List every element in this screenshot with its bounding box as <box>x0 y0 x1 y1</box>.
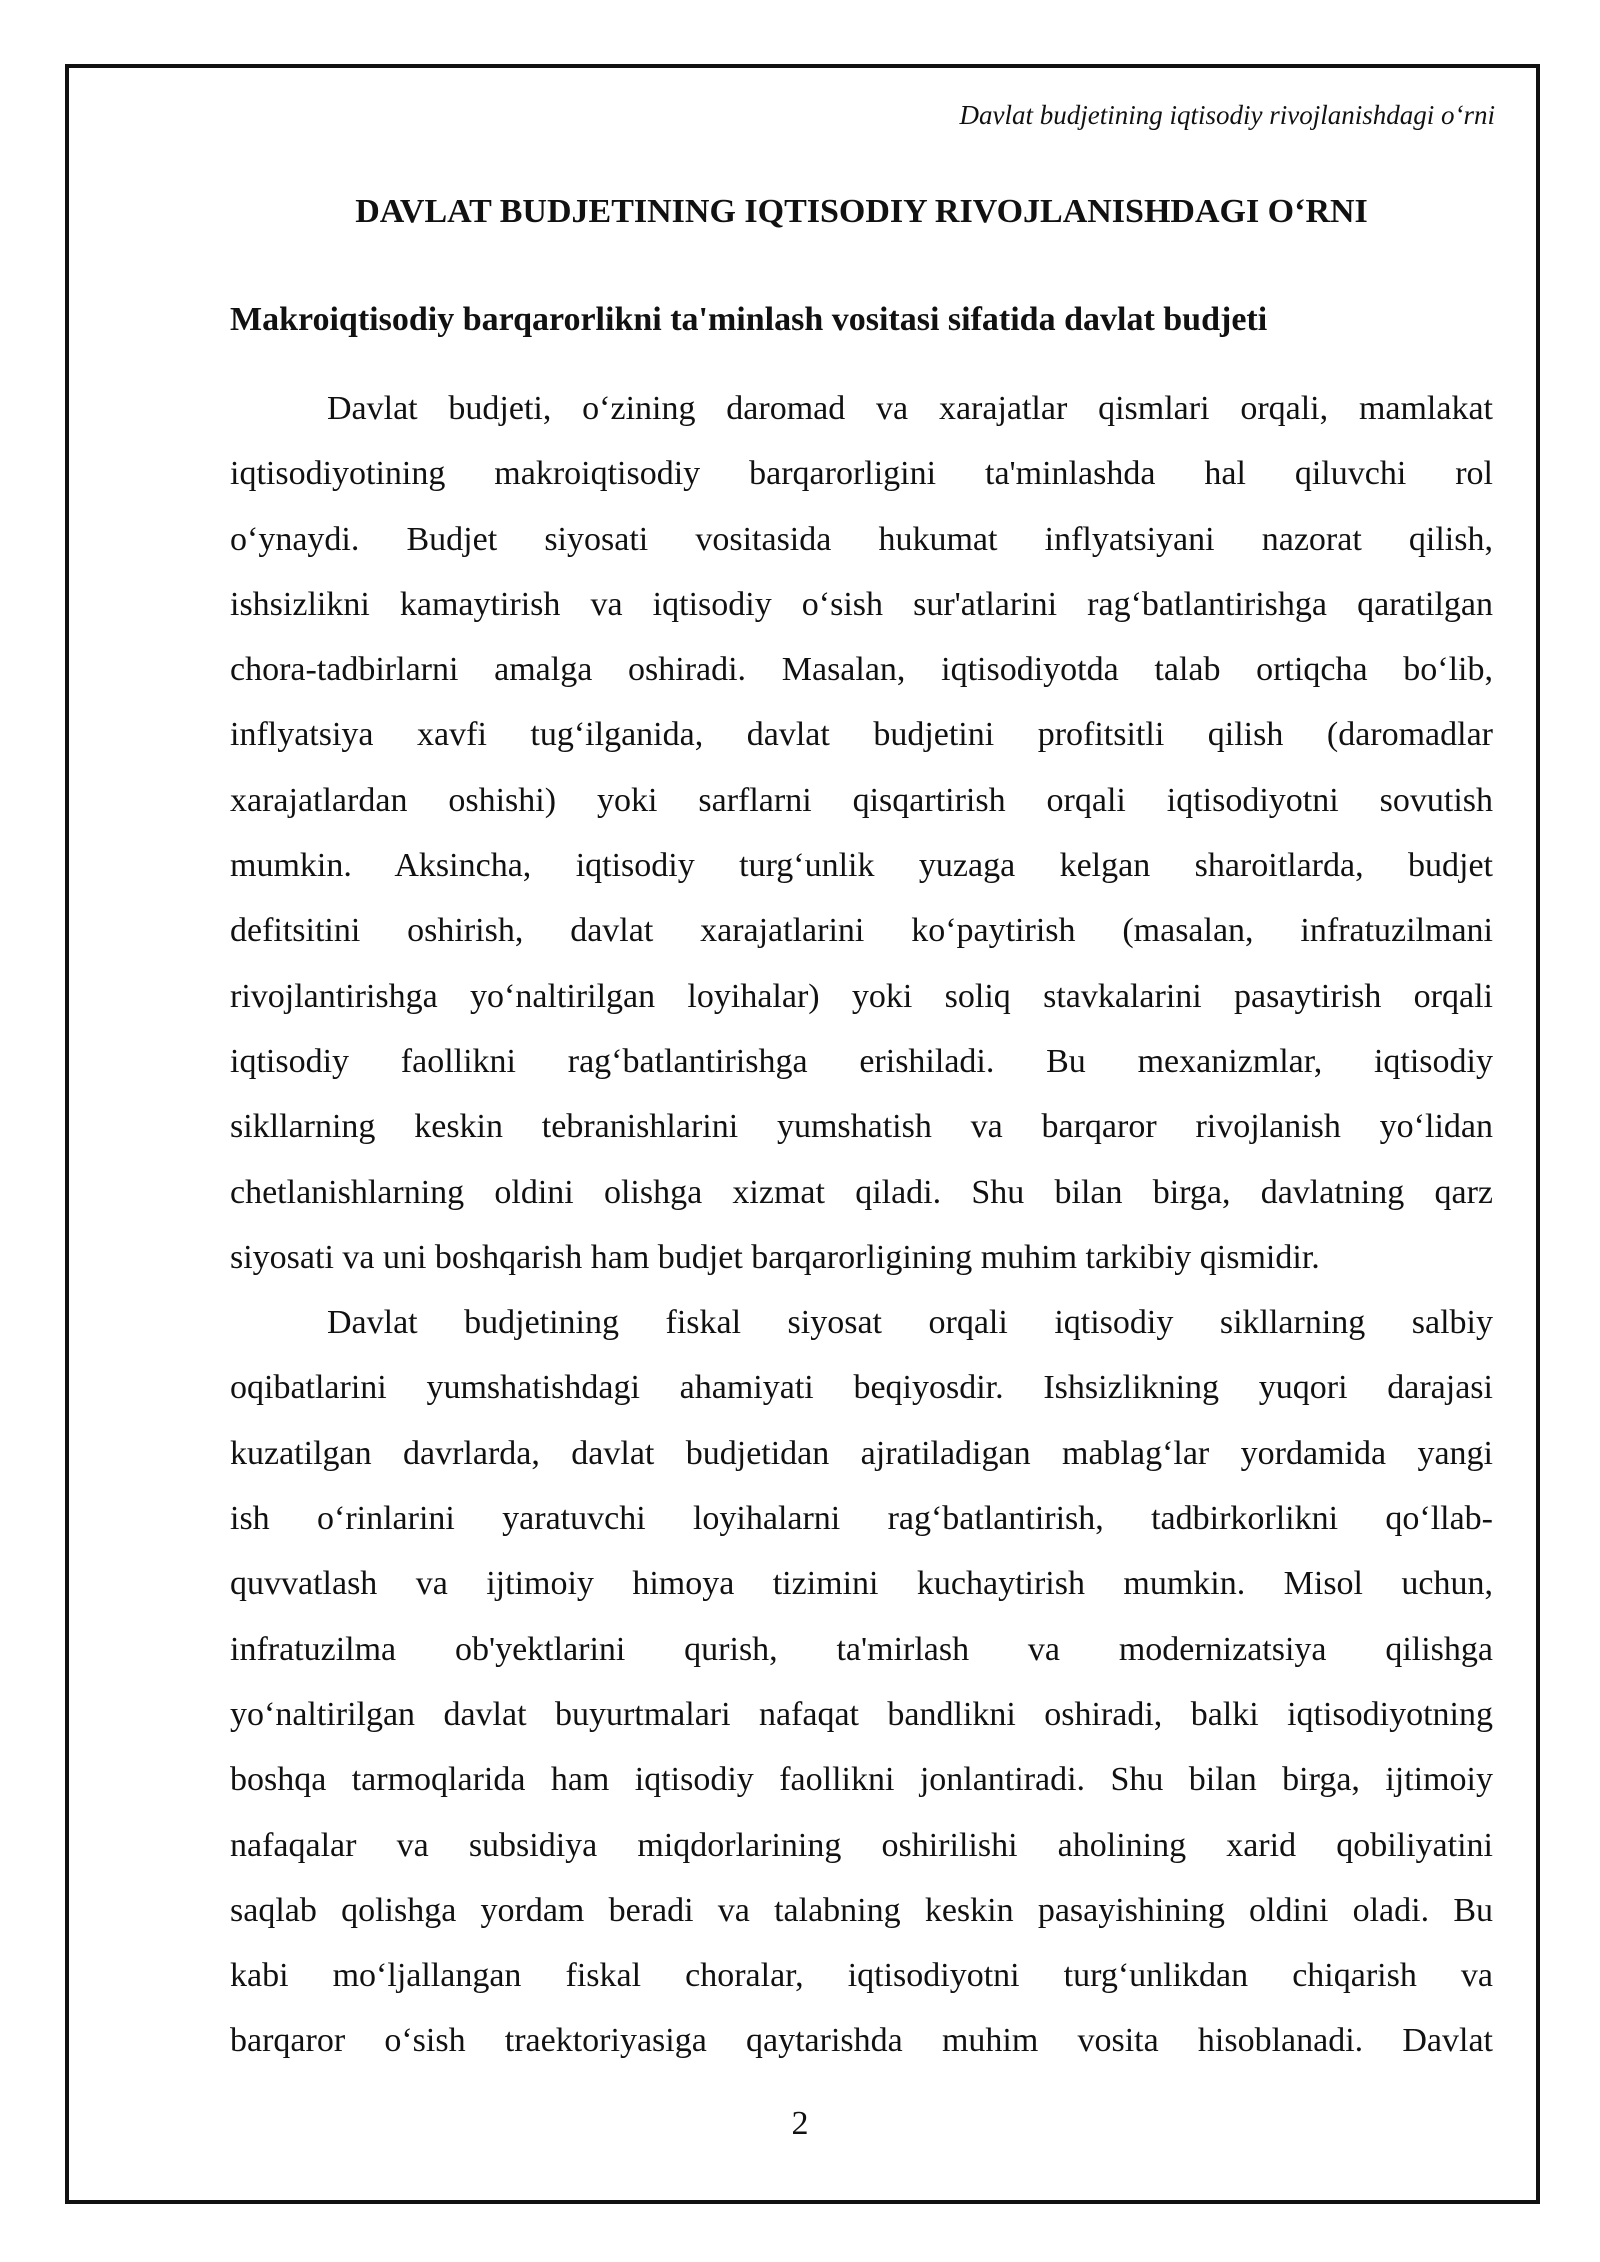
text-line: xarajatlardan oshishi) yoki sarflarni qisqartirish orqali iqtisodiyotni sovutish <box>230 781 1493 819</box>
body-text <box>230 376 1493 2074</box>
text-line: kuzatilgan davrlarda, davlat budjetidan ajratiladigan mablag‘lar yordamida yangi <box>230 1434 1493 1472</box>
text-line: saqlab qolishga yordam beradi va talabning keskin pasayishining oldini oladi. Bu <box>230 1891 1493 1929</box>
text-line: chora-tadbirlarni amalga oshiradi. Masalan, iqtisodiyotda talab ortiqcha bo‘lib, <box>230 651 1493 689</box>
text-line: siyosati va uni boshqarish ham budjet barqarorligining muhim tarkibiy qismidir. <box>230 1238 1320 1276</box>
text-line: nafaqalar va subsidiya miqdorlarining oshirilishi aholining xarid qobiliyatini <box>230 1826 1493 1864</box>
text-line: inflyatsiya xavfi tug‘ilganida, davlat budjetini profitsitli qilish (daromadlar <box>230 716 1493 754</box>
text-line: Davlat budjeti, o‘zining daromad va xarajatlar qismlari orqali, mamlakat <box>327 390 1493 427</box>
paragraph-1 <box>230 376 1493 1290</box>
text-line: boshqa tarmoqlarida ham iqtisodiy faollikni jonlantiradi. Shu bilan birga, ijtimoiy <box>230 1761 1493 1799</box>
text-line: rivojlantirishga yo‘naltirilgan loyihalar) yoki soliq stavkalarini pasaytirish orqali <box>230 977 1493 1015</box>
text-line: o‘ynaydi. Budjet siyosati vositasida hukumat inflyatsiyani nazorat qilish, <box>230 520 1493 558</box>
text-line: infratuzilma ob'yektlarini qurish, ta'mirlash va modernizatsiya qilishga <box>230 1630 1493 1668</box>
text-line: yo‘naltirilgan davlat buyurtmalari nafaqat bandlikni oshiradi, balki iqtisodiyotning <box>230 1695 1493 1733</box>
text-line: mumkin. Aksincha, iqtisodiy turg‘unlik yuzaga kelgan sharoitlarda, budjet <box>230 847 1493 885</box>
page-number: 2 <box>791 2105 809 2142</box>
text-line: Davlat budjetining fiskal siyosat orqali iqtisodiy sikllarning salbiy <box>327 1304 1493 1342</box>
text-line: sikllarning keskin tebranishlarini yumshatish va barqaror rivojlanish yo‘lidan <box>230 1108 1493 1146</box>
document-title: DAVLAT BUDJETINING IQTISODIY RIVOJLANISHDAGI O‘RNI <box>355 193 1368 230</box>
text-line: chetlanishlarning oldini olishga xizmat qiladi. Shu bilan birga, davlatning qarz <box>230 1173 1493 1211</box>
text-line: ishsizlikni kamaytirish va iqtisodiy o‘sish sur'atlarini rag‘batlantirishga qaratilgan <box>230 585 1493 623</box>
running-header: Davlat budjetining iqtisodiy rivojlanishdagi o‘rni <box>959 100 1495 130</box>
text-line: oqibatlarini yumshatishdagi ahamiyati beqiyosdir. Ishsizlikning yuqori darajasi <box>230 1369 1493 1407</box>
paragraph-2 <box>230 1290 1493 2074</box>
text-line: defitsitini oshirish, davlat xarajatlarini ko‘paytirish (masalan, infratuzilmani <box>230 912 1493 950</box>
text-line: barqaror o‘sish traektoriyasiga qaytarishda muhim vosita hisoblanadi. Davlat <box>230 2022 1493 2060</box>
text-line: iqtisodiyotining makroiqtisodiy barqarorligini ta'minlashda hal qiluvchi rol <box>230 455 1493 493</box>
text-line: ish o‘rinlarini yaratuvchi loyihalarni rag‘batlantirish, tadbirkorlikni qo‘llab- <box>230 1500 1493 1538</box>
text-line: iqtisodiy faollikni rag‘batlantirishga erishiladi. Bu mexanizmlar, iqtisodiy <box>230 1042 1493 1080</box>
section-heading: Makroiqtisodiy barqarorlikni ta'minlash vositasi sifatida davlat budjeti <box>230 301 1268 338</box>
text-line: kabi mo‘ljallangan fiskal choralar, iqtisodiyotni turg‘unlikdan chiqarish va <box>230 1957 1493 1995</box>
text-line: quvvatlash va ijtimoiy himoya tizimini kuchaytirish mumkin. Misol uchun, <box>230 1565 1493 1603</box>
